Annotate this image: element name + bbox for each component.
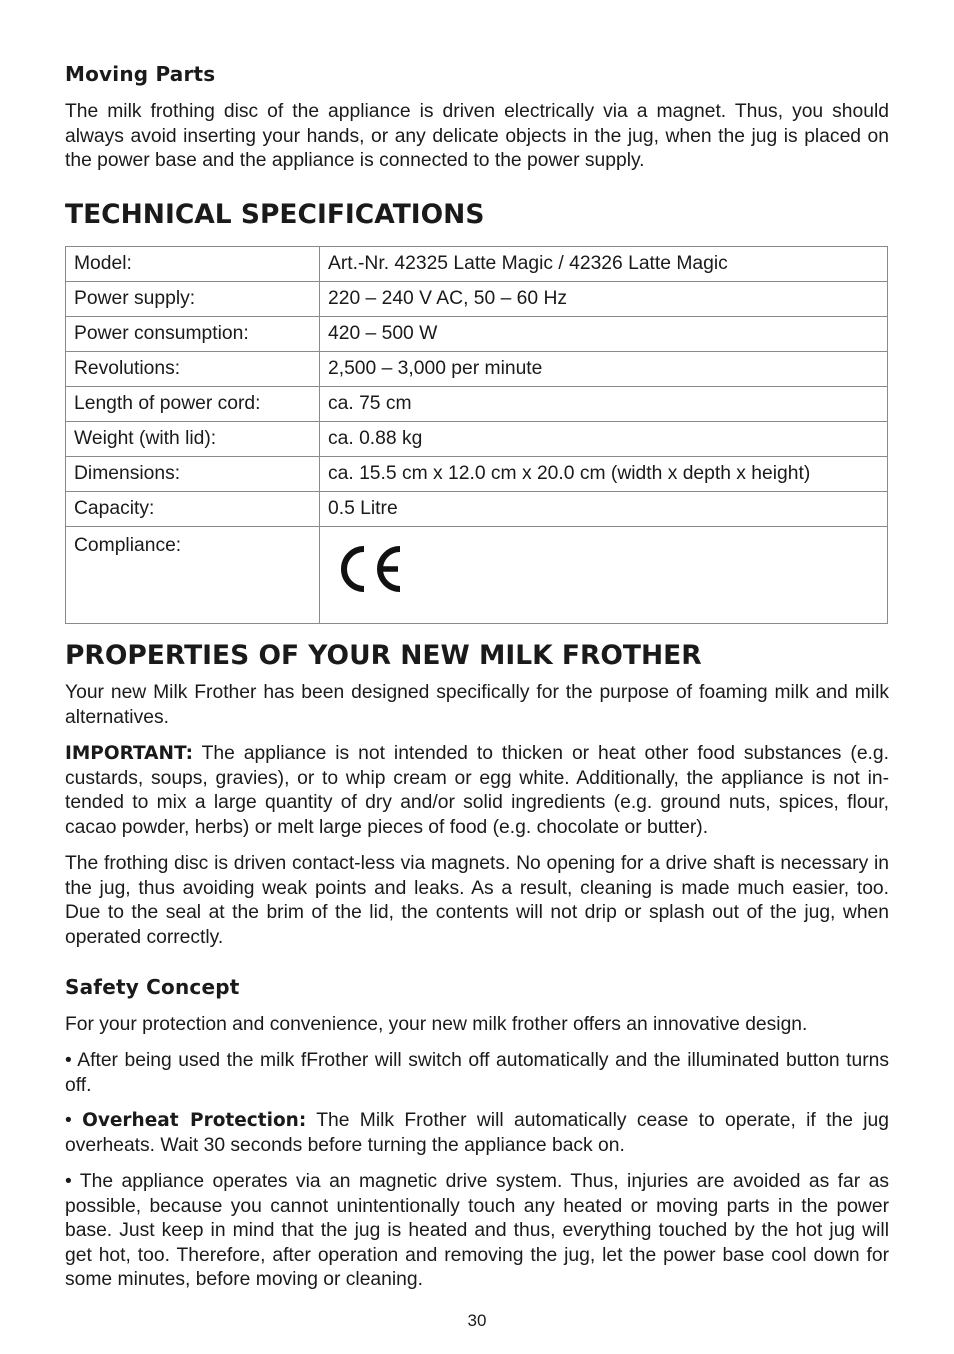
spec-value: 0.5 Litre [320, 492, 888, 527]
safety-intro: For your protection and convenience, your new milk frother offers an innovative design. [65, 1014, 808, 1035]
moving-parts-text: The milk frothing disc of the appliance is driven electrically via a magnet. Thus, you should always avoid inserting your hands, or any delicate objects in the jug, when the jug is placed on the power base and the appliance is connected to the power supply. [65, 101, 889, 172]
table-row [66, 422, 888, 457]
table-row [66, 352, 888, 387]
table-row-compliance [66, 527, 888, 624]
table-row [66, 387, 888, 422]
properties-intro: Your new Milk Frother has been designed specifically for the purpose of foaming milk and milk alternatives. [65, 682, 889, 728]
moving-parts-heading: Moving Parts [65, 62, 216, 86]
safety-bullet-overheat [65, 1109, 889, 1158]
spec-value: ca. 15.5 cm x 12.0 cm x 20.0 cm (width x depth x height) [320, 457, 888, 492]
ce-mark-icon [334, 543, 406, 595]
spec-value: 420 – 500 W [320, 317, 888, 352]
spec-label: Length of power cord: [66, 387, 320, 422]
safety-bullet-auto-off: • After being used the milk fFrother will switch off automatically and the illuminated button turns off. [65, 1050, 889, 1096]
spec-label: Dimensions: [66, 457, 320, 492]
spec-value: ca. 0.88 kg [320, 422, 888, 457]
safety-bullet-magnetic: • The appliance operates via an magnetic drive system. Thus, injuries are avoided as far as possible, because you cannot unintentionally touch any heated or moving parts in the power base. Just keep in mind that the jug is heated and thus, everything touched by the hot jug will get hot, too. Therefore, after operation and removing the jug, let the power base cool down for some minutes, before moving or cleaning. [65, 1171, 889, 1291]
spec-value: 2,500 – 3,000 per minute [320, 352, 888, 387]
important-paragraph [65, 742, 889, 840]
specifications-table [65, 246, 888, 624]
important-label: IMPORTANT: [65, 743, 193, 764]
spec-label: Capacity: [66, 492, 320, 527]
table-row [66, 457, 888, 492]
spec-label: Power supply: [66, 282, 320, 317]
frothing-paragraph: The frothing disc is driven contact-less via magnets. No opening for a drive shaft is necessary in the jug, thus avoiding weak points and leaks. As a result, cleaning is made much easier, too. Due to the seal at the brim of the lid, the contents will not drip or splash out of the jug, when operated correctly. [65, 853, 889, 948]
properties-heading: PROPERTIES OF YOUR NEW MILK FROTHER [65, 640, 702, 671]
spec-label: Compliance: [66, 527, 320, 624]
table-row [66, 317, 888, 352]
table-row [66, 247, 888, 282]
spec-value: Art.-Nr. 42325 Latte Magic / 42326 Latte Magic [320, 247, 888, 282]
spec-label: Revolutions: [66, 352, 320, 387]
table-row [66, 282, 888, 317]
technical-specifications-heading: TECHNICAL SPECIFICATIONS [65, 199, 485, 230]
overheat-text: The Milk Frother will automatically cease to operate, if the jug overheats. Wait 30 seconds before turning the appliance back on. [65, 1110, 889, 1156]
spec-label: Weight (with lid): [66, 422, 320, 457]
safety-concept-heading: Safety Concept [65, 975, 240, 999]
spec-label: Power consumption: [66, 317, 320, 352]
bullet-marker: • [65, 1110, 83, 1131]
page-number: 30 [467, 1311, 487, 1330]
spec-value: ca. 75 cm [320, 387, 888, 422]
overheat-label: Overheat Protection: [82, 1110, 307, 1131]
important-text: The appliance is not intended to thicken or heat other food substances (e.g. custards, soups, gravies), or to whip cream or egg white. Additionally, the appliance is not intended to mix a large quantity of dry and/or solid ingredients (e.g. ground nuts, spices, flour, cacao powder, herbs) or melt large pieces of food (e.g. chocolate or butter). [65, 743, 889, 838]
spec-value [320, 527, 888, 624]
spec-value: 220 – 240 V AC, 50 – 60 Hz [320, 282, 888, 317]
table-row [66, 492, 888, 527]
spec-label: Model: [66, 247, 320, 282]
